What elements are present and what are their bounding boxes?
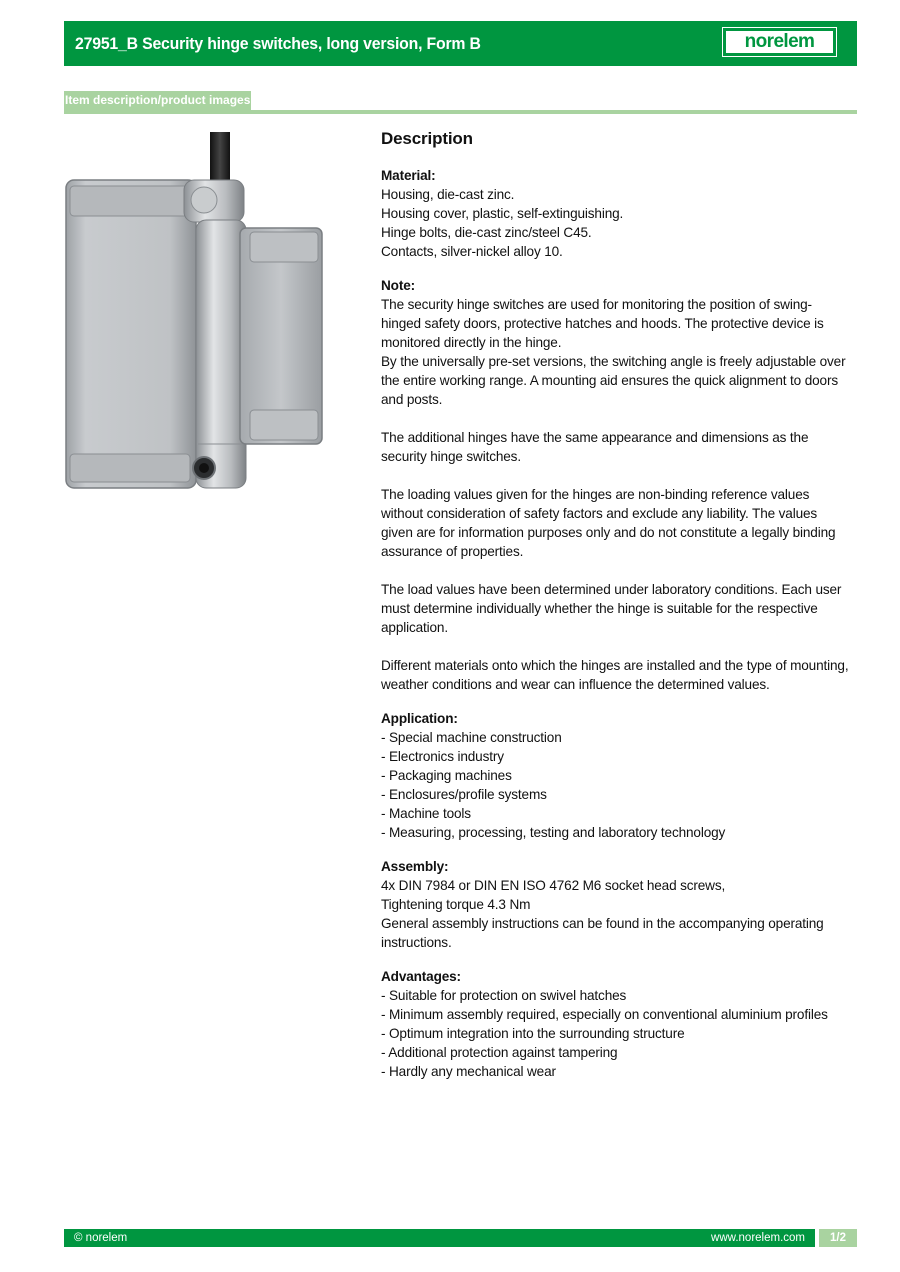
assembly-line: Tightening torque 4.3 Nm — [381, 897, 531, 912]
assembly-line: 4x DIN 7984 or DIN EN ISO 4762 M6 socket head screws, — [381, 878, 726, 893]
header-bar — [64, 21, 857, 66]
note-label: Note: — [381, 278, 415, 293]
note-paragraph: The additional hinges have the same appearance and dimensions as the security hinge switches. — [381, 430, 809, 464]
application-section — [381, 709, 851, 842]
page-number: 1/2 — [819, 1229, 857, 1247]
section-divider — [64, 110, 857, 114]
list-item: - Packaging machines — [381, 768, 512, 783]
list-item: - Hardly any mechanical wear — [381, 1064, 556, 1079]
logo-text: norelem — [726, 31, 833, 53]
assembly-label: Assembly: — [381, 859, 449, 874]
note-paragraph: The security hinge switches are used for monitoring the position of swing-hinged safety doors, protective hatches and hoods. The protective device is monitored directly in the hinge. — [381, 297, 824, 350]
description-content — [381, 127, 851, 1096]
advantages-label: Advantages: — [381, 969, 461, 984]
list-item: - Machine tools — [381, 806, 471, 821]
material-label: Material: — [381, 168, 436, 183]
note-paragraph: The load values have been determined under laboratory conditions. Each user must determine individually whether the hinge is suitable for the respective application. — [381, 582, 842, 635]
description-heading: Description — [381, 129, 473, 148]
page-title: 27951_B Security hinge switches, long version, Form B — [75, 34, 481, 53]
material-line: Housing cover, plastic, self-extinguishing. — [381, 206, 624, 221]
footer-bar — [64, 1229, 815, 1247]
list-item: - Electronics industry — [381, 749, 504, 764]
list-item: - Suitable for protection on swivel hatches — [381, 988, 627, 1003]
note-paragraph: By the universally pre-set versions, the switching angle is freely adjustable over the entire working range. A mounting aid ensures the quick alignment to doors and posts. — [381, 354, 846, 407]
list-item: - Enclosures/profile systems — [381, 787, 547, 802]
list-item: - Measuring, processing, testing and laboratory technology — [381, 825, 726, 840]
note-paragraph: The loading values given for the hinges are non-binding reference values without consideration of safety factors and exclude any liability. The values given are for information purposes only and do not constitute a legally binding assurance of properties. — [381, 487, 836, 559]
material-section — [381, 166, 851, 261]
list-item: - Minimum assembly required, especially on conventional aluminium profiles — [381, 1007, 828, 1022]
note-paragraph: Different materials onto which the hinges are installed and the type of mounting, weather conditions and wear can influence the determined values. — [381, 658, 849, 692]
copyright-text: © norelem — [74, 1232, 128, 1244]
material-line: Contacts, silver-nickel alloy 10. — [381, 244, 563, 259]
list-item: - Special machine construction — [381, 730, 562, 745]
list-item: - Optimum integration into the surrounding structure — [381, 1026, 685, 1041]
material-line: Hinge bolts, die-cast zinc/steel C45. — [381, 225, 592, 240]
website-link[interactable]: www.norelem.com — [711, 1232, 805, 1244]
note-section — [381, 276, 851, 694]
assembly-line: General assembly instructions can be found in the accompanying operating instructions. — [381, 916, 824, 950]
assembly-section — [381, 857, 851, 952]
section-tab: Item description/product images — [64, 91, 251, 110]
advantages-section — [381, 967, 851, 1081]
product-image — [64, 132, 324, 492]
application-label: Application: — [381, 711, 458, 726]
material-line: Housing, die-cast zinc. — [381, 187, 515, 202]
list-item: - Additional protection against tampering — [381, 1045, 618, 1060]
norelem-logo — [722, 27, 837, 57]
